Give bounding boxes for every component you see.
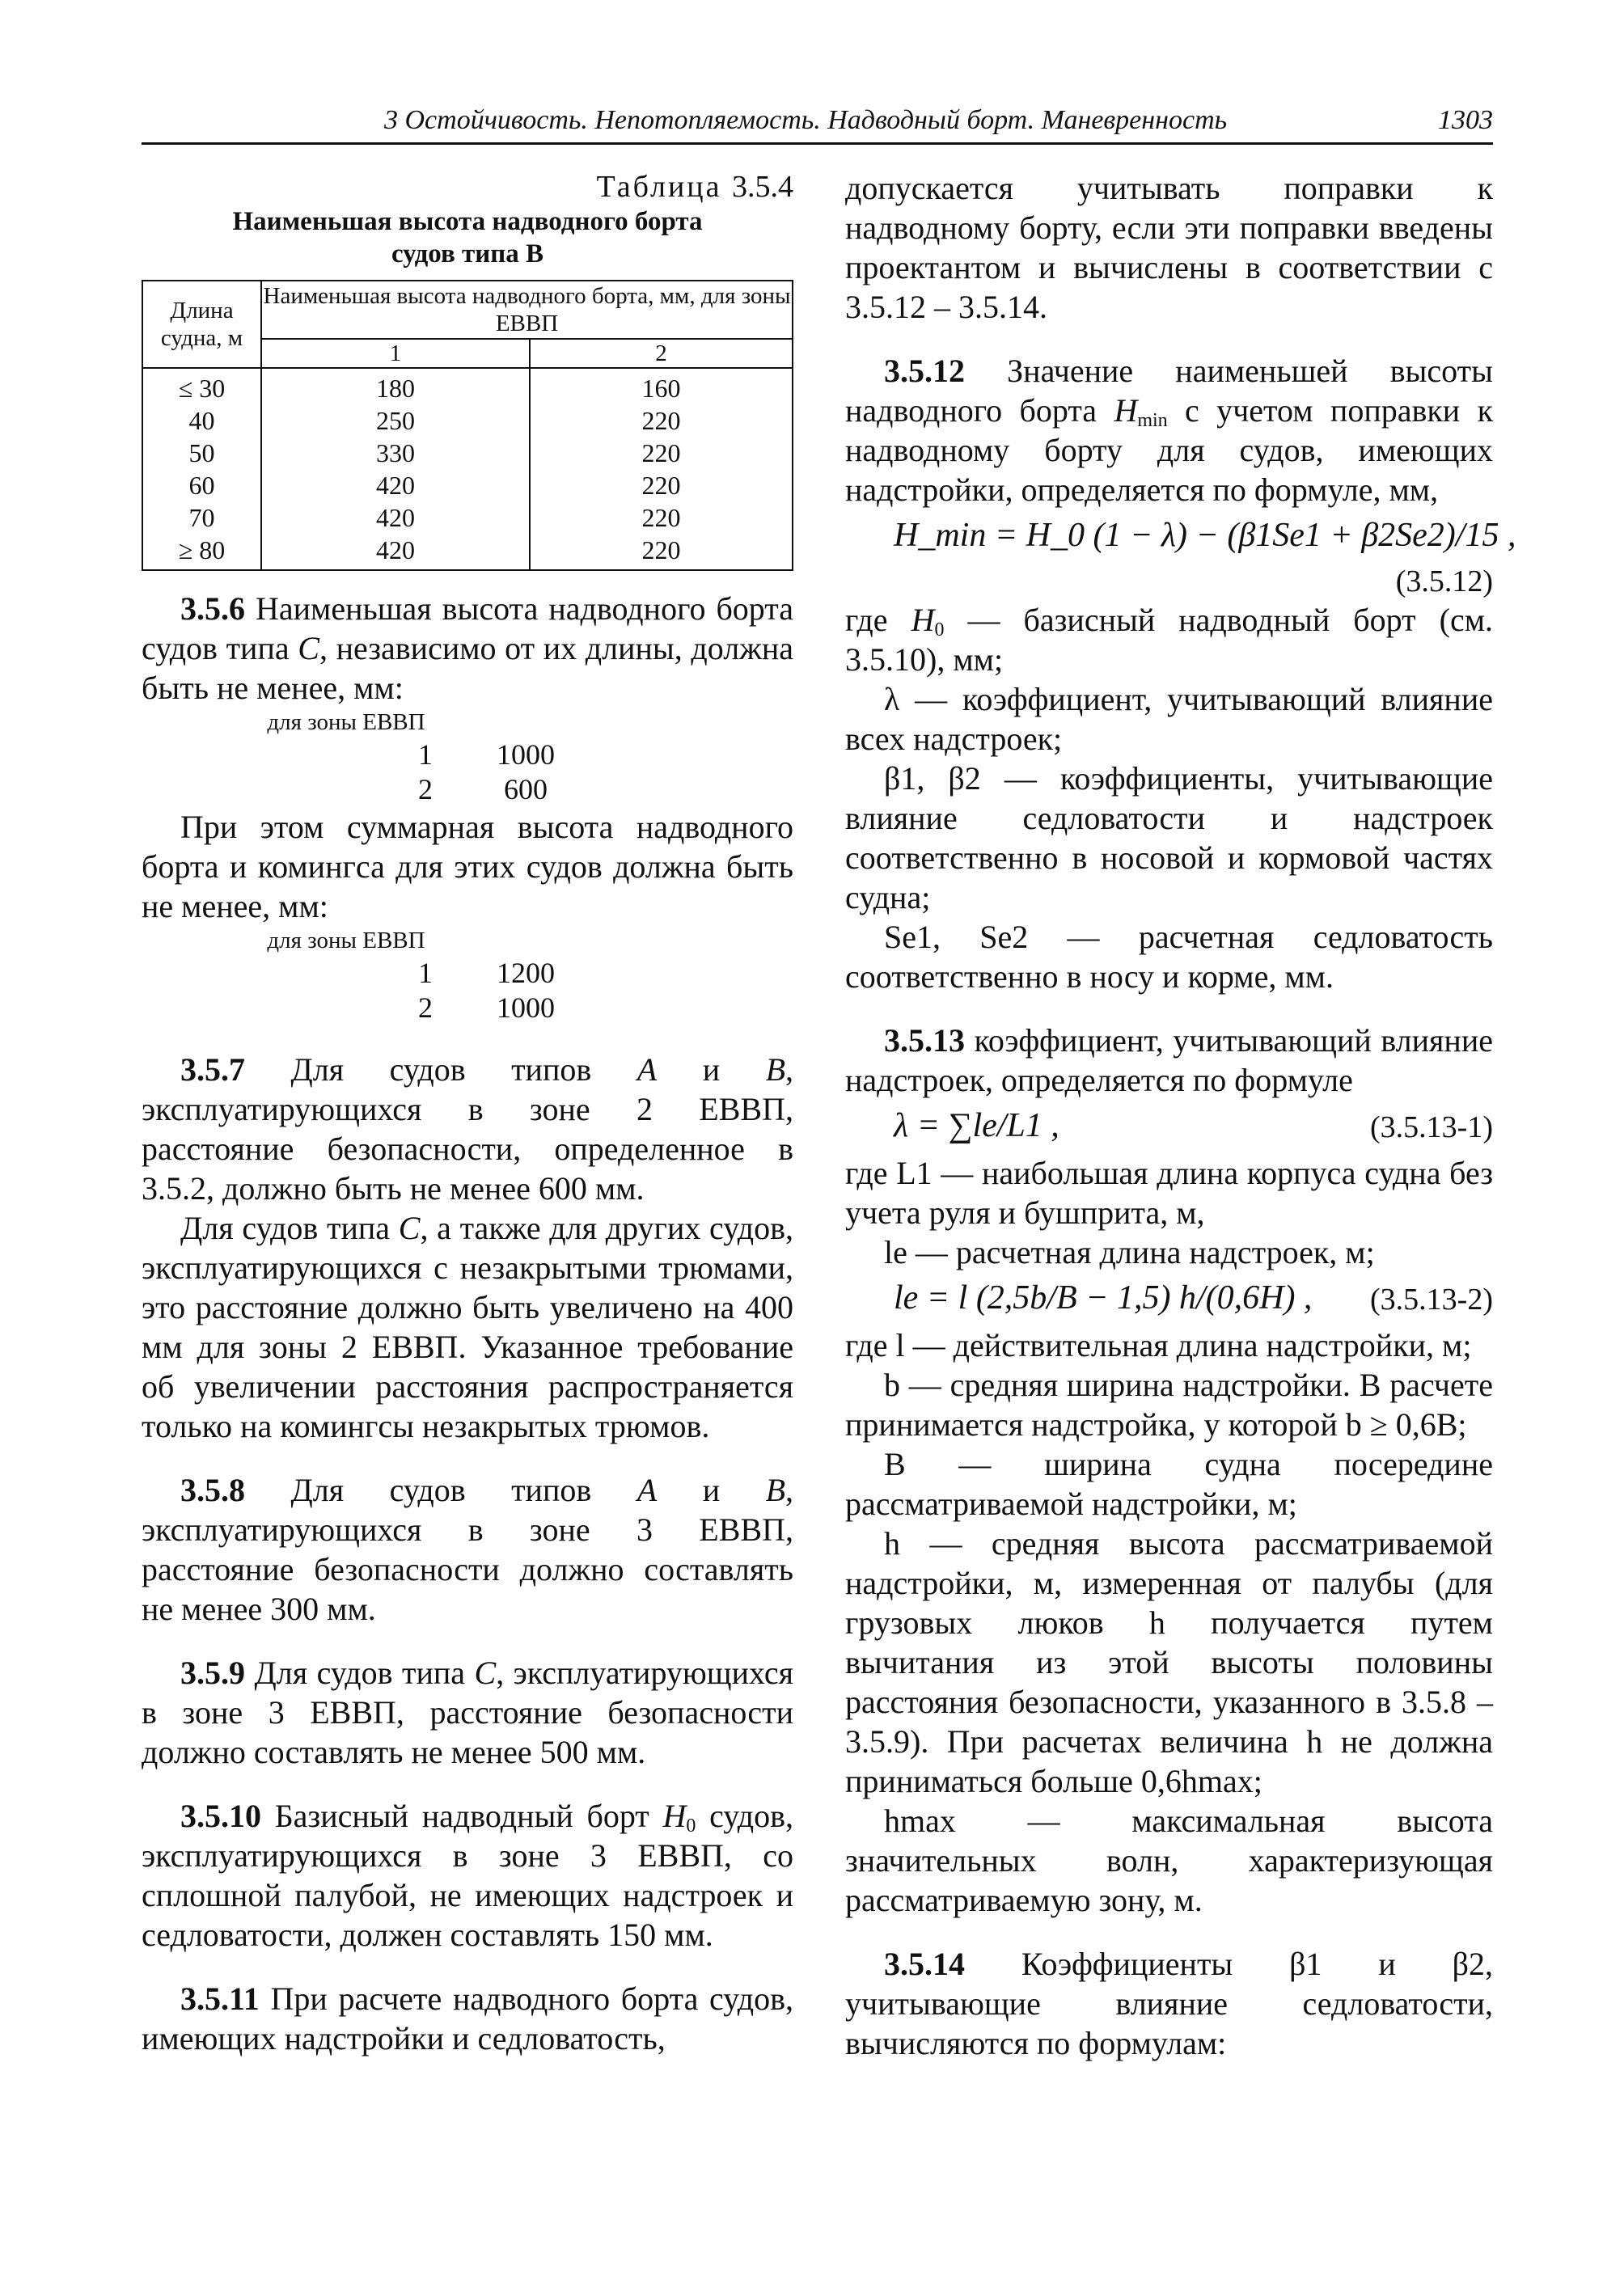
- table-caption: [142, 168, 793, 205]
- para-3-5-9: [142, 1653, 793, 1772]
- table-caption-number: 3.5.4: [732, 170, 793, 204]
- zone-label: для зоны ЕВВП: [267, 709, 425, 735]
- def-B: B — ширина судна посередине рассматриваемой надстройки, м;: [845, 1446, 1493, 1522]
- def-L1: где L1 — наибольшая длина корпуса судна без учета руля и бушприта, м,: [845, 1155, 1493, 1231]
- table-zone2-values: 160 220 220 220 220 220: [530, 368, 793, 570]
- clause-number: 3.5.12: [884, 353, 965, 389]
- equation-number: (3.5.13-1): [1370, 1110, 1493, 1144]
- right-column: [845, 168, 1516, 2063]
- zone-value: 600: [504, 773, 548, 805]
- para-3-5-10: [142, 1796, 793, 1955]
- freeboard-table: [142, 280, 793, 571]
- equation-number: (3.5.12): [1395, 564, 1493, 598]
- type-letter: A: [636, 1051, 658, 1088]
- para-text: с учетом поправки к надводному борту для судов, имеющих надстройки, определяется по формуле, мм,: [845, 392, 1494, 508]
- symbol: H: [662, 1798, 687, 1834]
- para-text: Для судов типа: [254, 1655, 466, 1691]
- type-letter: B: [765, 1051, 786, 1088]
- para-3-5-11: [142, 1979, 793, 2058]
- col-header-height: Наименьшая высота надводного борта, мм, для зоны ЕВВП: [261, 281, 793, 339]
- zone-row: [142, 991, 793, 1025]
- type-letter: C: [298, 630, 319, 666]
- para-text: коэффициент, учитывающий влияние надстроек, определяется по формуле: [845, 1022, 1493, 1098]
- para-text: Для судов типов: [290, 1051, 592, 1088]
- type-letter: A: [636, 1472, 658, 1508]
- para-3-5-14: [845, 1944, 1493, 2063]
- para-text: Базисный надводный борт: [274, 1798, 649, 1834]
- para-text: Значение наименьшей высоты надводного борта: [845, 353, 1493, 429]
- table-title-line1: Наименьшая высота надводного борта: [232, 207, 703, 236]
- formula-3-5-12: [845, 509, 1516, 563]
- def-h: h — средняя высота рассматриваемой надстройки, м, измеренная от палубы (для грузовых люков h получается путем вычитания из этой высоты половины расстояния безопасности, указанного в 3.5.8 – 3.5.9). При расчетах величина h не должна приниматься больше 0,6hmax;: [845, 1525, 1493, 1799]
- para-text: При расчете надводного борта судов, имеющих надстройки и седловатость,: [142, 1980, 794, 2056]
- para-text: — базисный надводный борт (см. 3.5.10), мм;: [845, 602, 1494, 678]
- symbol-subscript: 0: [686, 1815, 696, 1837]
- symbol: H: [911, 602, 935, 638]
- table-caption-word: Таблица: [596, 170, 722, 204]
- symbol-subscript: min: [1137, 410, 1168, 431]
- para-3-5-7-b: [142, 1208, 793, 1446]
- type-letter: B: [765, 1472, 786, 1508]
- clause-number: 3.5.13: [884, 1022, 965, 1059]
- table-zone1-values: 180 250 330 420 420 420: [261, 368, 530, 570]
- para-3-5-6-b: При этом суммарная высота надводного борта и комингса для этих судов должна быть не менее, мм:: [142, 809, 793, 924]
- para-text: где: [845, 602, 888, 638]
- clause-number: 3.5.11: [180, 1980, 260, 2017]
- header-title: 3 Остойчивость. Непотопляемость. Надводный борт. Маневренность: [384, 105, 1228, 135]
- zone-number: 2: [418, 773, 433, 805]
- clause-number: 3.5.7: [180, 1051, 245, 1088]
- col-header-zone2: 2: [530, 339, 793, 368]
- table-lengths: ≤ 30 40 50 60 70 ≥ 80: [142, 368, 261, 570]
- formula-text: λ = ∑le/L1 ,: [894, 1107, 1059, 1144]
- para-3-5-12: [845, 351, 1493, 509]
- col-header-zone1: 1: [261, 339, 530, 368]
- clause-number: 3.5.10: [180, 1798, 261, 1834]
- formula-text: H_min = H_0 (1 − λ) − (β1Se1 + β2Se2)/15 ,: [894, 517, 1516, 554]
- para-text: судов, эксплуатирующихся в зоне 3 ЕВВП, со сплошной палубой, не имеющих надстроек и седловатости, должен составлять 150 мм.: [142, 1798, 794, 1953]
- def-l: где l — действительная длина надстройки, м;: [845, 1327, 1472, 1363]
- clause-number: 3.5.6: [180, 590, 245, 627]
- para-text: и: [702, 1051, 721, 1088]
- type-letter: C: [474, 1655, 497, 1691]
- def-beta: β1, β2 — коэффициенты, учитывающие влияние седловатости и надстроек соответственно в носовой и кормовой частях судна;: [845, 760, 1493, 915]
- zone-number: 1: [418, 957, 433, 989]
- para-text: , независимо от их длины, должна быть не менее, мм:: [142, 630, 793, 706]
- para-text: Коэффициенты β1 и β2, учитывающие влияние седловатости, вычисляются по формулам:: [845, 1946, 1493, 2061]
- formula-3-5-13-2: [845, 1272, 1493, 1325]
- para-text: , эксплуатирующихся в зоне 2 ЕВВП, расстояние безопасности, определенное в 3.5.2, должно быть не менее 600 мм.: [142, 1051, 794, 1207]
- zone-number: 1: [418, 738, 433, 771]
- zone-row: [142, 772, 793, 807]
- col-header-length: Длина судна, м: [142, 281, 261, 368]
- def-hmax: hmax — максимальная высота значительных волн, характеризующая рассматриваемую зону, м.: [845, 1803, 1493, 1918]
- para-text: и: [702, 1472, 721, 1508]
- para-text: Наименьшая высота надводного борта судов типа: [142, 590, 793, 666]
- table-title-line2: судов типа В: [391, 239, 544, 268]
- zone-label: для зоны ЕВВП: [267, 928, 425, 953]
- def-le: le — расчетная длина надстроек, м;: [884, 1234, 1375, 1270]
- running-header: [142, 100, 1493, 145]
- para-3-5-6: [142, 589, 793, 708]
- left-column: [142, 168, 793, 2058]
- formula-3-5-13-1: [845, 1100, 1493, 1153]
- para-3-5-7: [142, 1050, 793, 1208]
- para-text: Для судов типов: [290, 1472, 592, 1508]
- equation-number: (3.5.13-2): [1370, 1283, 1493, 1317]
- page-number: 1303: [1438, 105, 1493, 135]
- clause-number: 3.5.14: [884, 1946, 965, 1982]
- para-text: Для судов типа: [180, 1210, 391, 1246]
- zone-number: 2: [418, 991, 433, 1024]
- symbol-subscript: 0: [934, 619, 945, 640]
- formula-text: le = l (2,5b/B − 1,5) h/(0,6H) ,: [894, 1279, 1313, 1317]
- para-text: , эксплуатирующихся в зоне 3 ЕВВП, расстояние безопасности должно составлять не менее 300 мм.: [142, 1472, 794, 1627]
- def-b: b — средняя ширина надстройки. В расчете принимается надстройка, у которой b ≥ 0,6B;: [845, 1367, 1493, 1443]
- zone-value: 1000: [497, 738, 555, 771]
- para-text: , а также для других судов, эксплуатирующихся с незакрытыми трюмами, это расстояние должно быть увеличено на 400 мм для зоны 2 ЕВВП. Указанное требование об увеличении расстояния распространяется только на комингсы незакрытых трюмов.: [142, 1210, 793, 1444]
- clause-number: 3.5.9: [180, 1655, 245, 1691]
- clause-number: 3.5.8: [180, 1472, 245, 1508]
- para-3-5-11-cont: допускается учитывать поправки к надводному борту, если эти поправки введены проектантом и вычислены в соответствии с 3.5.12 – 3.5.14.: [845, 170, 1493, 325]
- def-se: Se1, Se2 — расчетная седловатость соответственно в носу и корме, мм.: [845, 919, 1493, 995]
- zone-value: 1000: [497, 991, 555, 1024]
- zone-row: [142, 738, 793, 772]
- where-H0: [845, 600, 1493, 679]
- def-lambda: λ — коэффициент, учитывающий влияние всех надстроек;: [845, 681, 1493, 757]
- zone-value: 1200: [497, 957, 555, 989]
- para-text: , эксплуатирующихся в зоне 3 ЕВВП, расстояние безопасности должно составлять не менее 500 мм.: [142, 1655, 794, 1770]
- para-3-5-8: [142, 1470, 793, 1629]
- symbol: H: [1114, 392, 1138, 429]
- para-3-5-13: [845, 1021, 1493, 1100]
- zone-row: [142, 956, 793, 991]
- type-letter: C: [398, 1210, 421, 1246]
